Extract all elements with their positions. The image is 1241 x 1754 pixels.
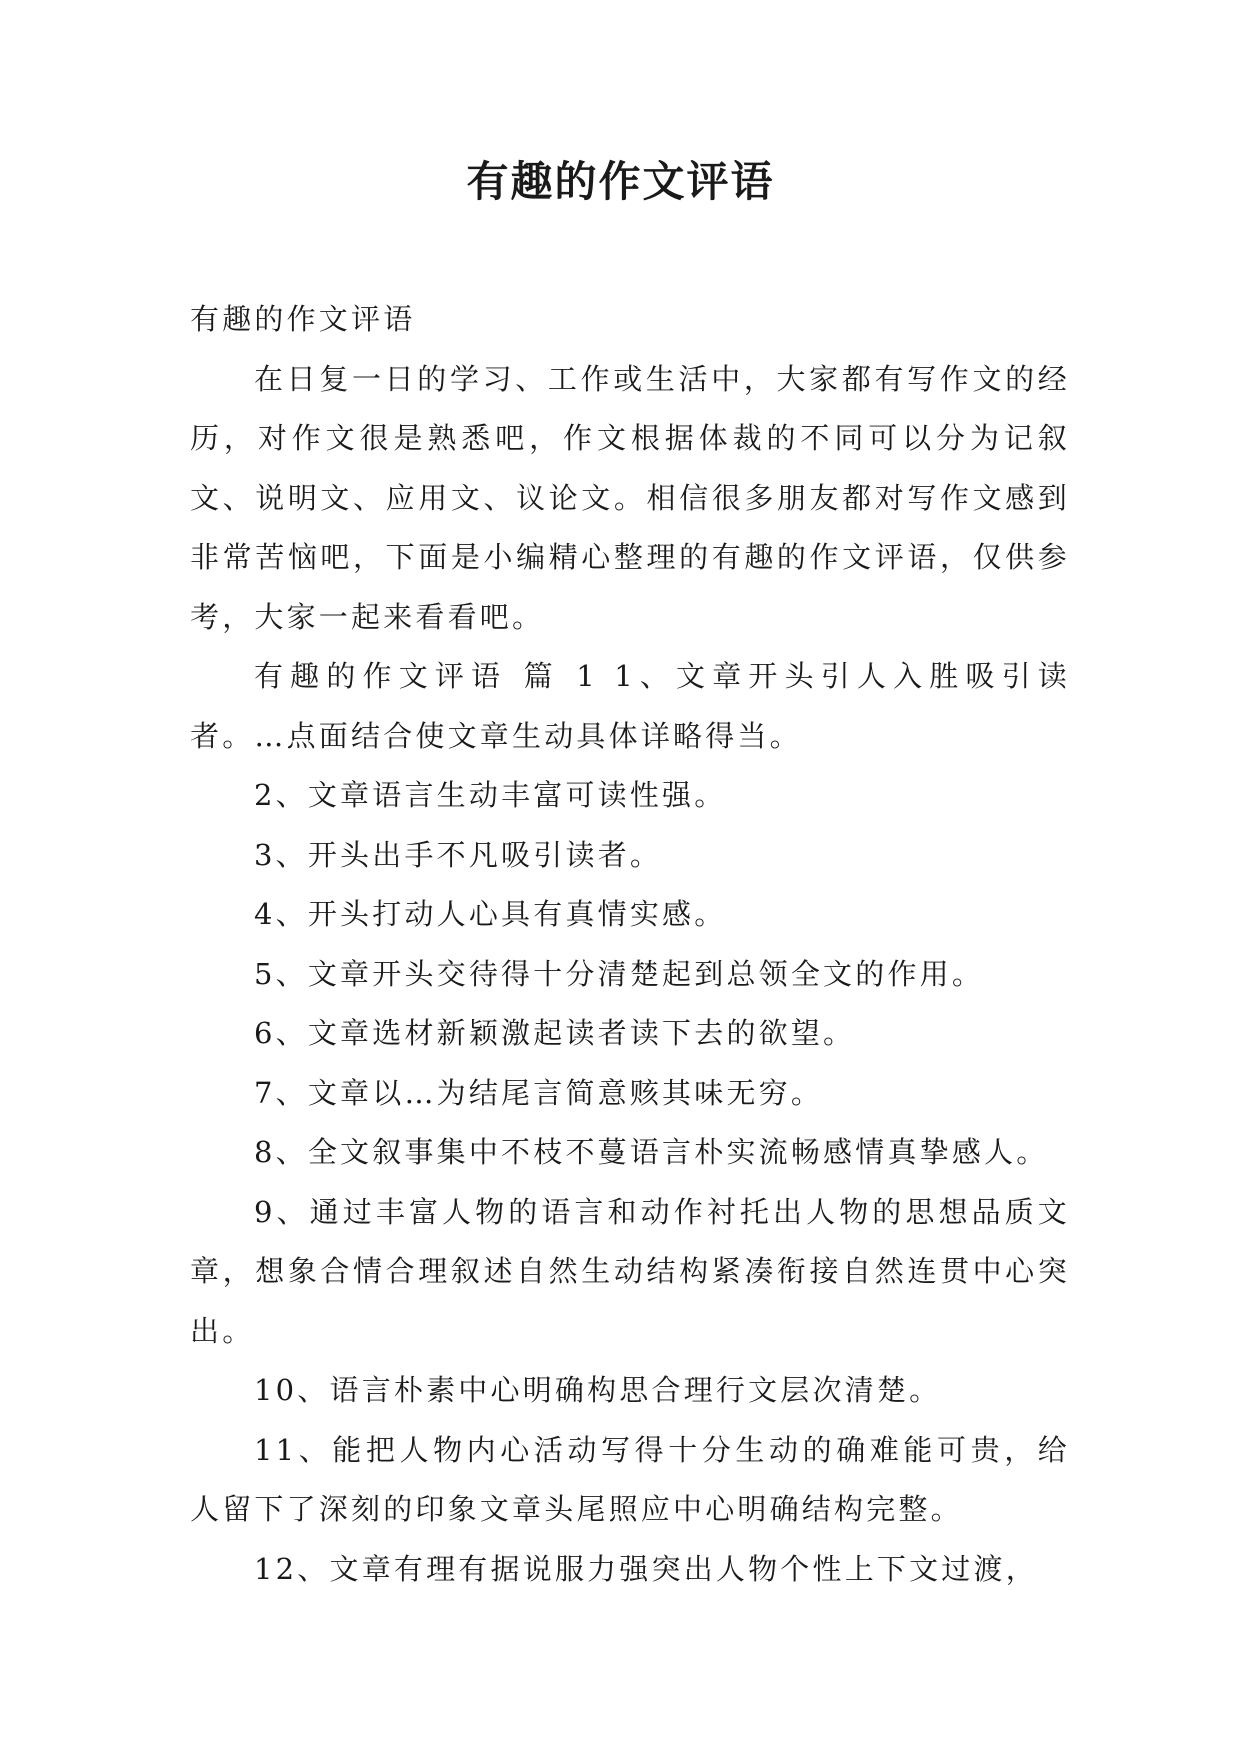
comment-item-2: 2、文章语言生动丰富可读性强。 xyxy=(254,778,727,812)
comment-item-1: 有趣的作文评语 篇 1 1、文章开头引人入胜吸引读者。…点面结合使文章生动具体详略得当。 xyxy=(190,659,1070,753)
comment-item-12: 12、文章有理有据说服力强突出人物个性上下文过渡， xyxy=(254,1551,1038,1586)
comment-item-7: 7、文章以…为结尾言简意赅其味无穷。 xyxy=(254,1075,824,1110)
intro-paragraph: 在日复一日的学习、工作或生活中，大家都有写作文的经历，对作文很是熟悉吧，作文根据体裁的不同可以分为记叙文、说明文、应用文、议论文。相信很多朋友都对写作文感到非常苦恼吧，下面是小编精心整理的有趣的作文评语，仅供参考，大家一起来看看吧。 xyxy=(190,361,1070,634)
document-title: 有趣的作文评语 xyxy=(466,157,775,206)
comment-item-5: 5、文章开头交待得十分清楚起到总领全文的作用。 xyxy=(254,956,985,991)
comment-item-3: 3、开头出手不凡吸引读者。 xyxy=(254,837,663,872)
comment-item-9: 9、通过丰富人物的语言和动作衬托出人物的思想品质文章，想象合情合理叙述自然生动结构紧凑衔接自然连贯中心突出。 xyxy=(190,1194,1070,1348)
document-body xyxy=(190,290,1070,1599)
comment-item-11: 11、能把人物内心活动写得十分生动的确难能可贵，给人留下了深刻的印象文章头尾照应中心明确结构完整。 xyxy=(190,1432,1070,1526)
comment-item-4: 4、开头打动人心具有真情实感。 xyxy=(254,897,727,931)
subtitle-paragraph: 有趣的作文评语 xyxy=(190,302,416,336)
comment-item-8: 8、全文叙事集中不枝不蔓语言朴实流畅感情真挚感人。 xyxy=(254,1135,1049,1169)
comment-item-6: 6、文章选材新颖激起读者读下去的欲望。 xyxy=(254,1016,856,1050)
comment-item-10: 10、语言朴素中心明确构思合理行文层次清楚。 xyxy=(254,1373,942,1407)
